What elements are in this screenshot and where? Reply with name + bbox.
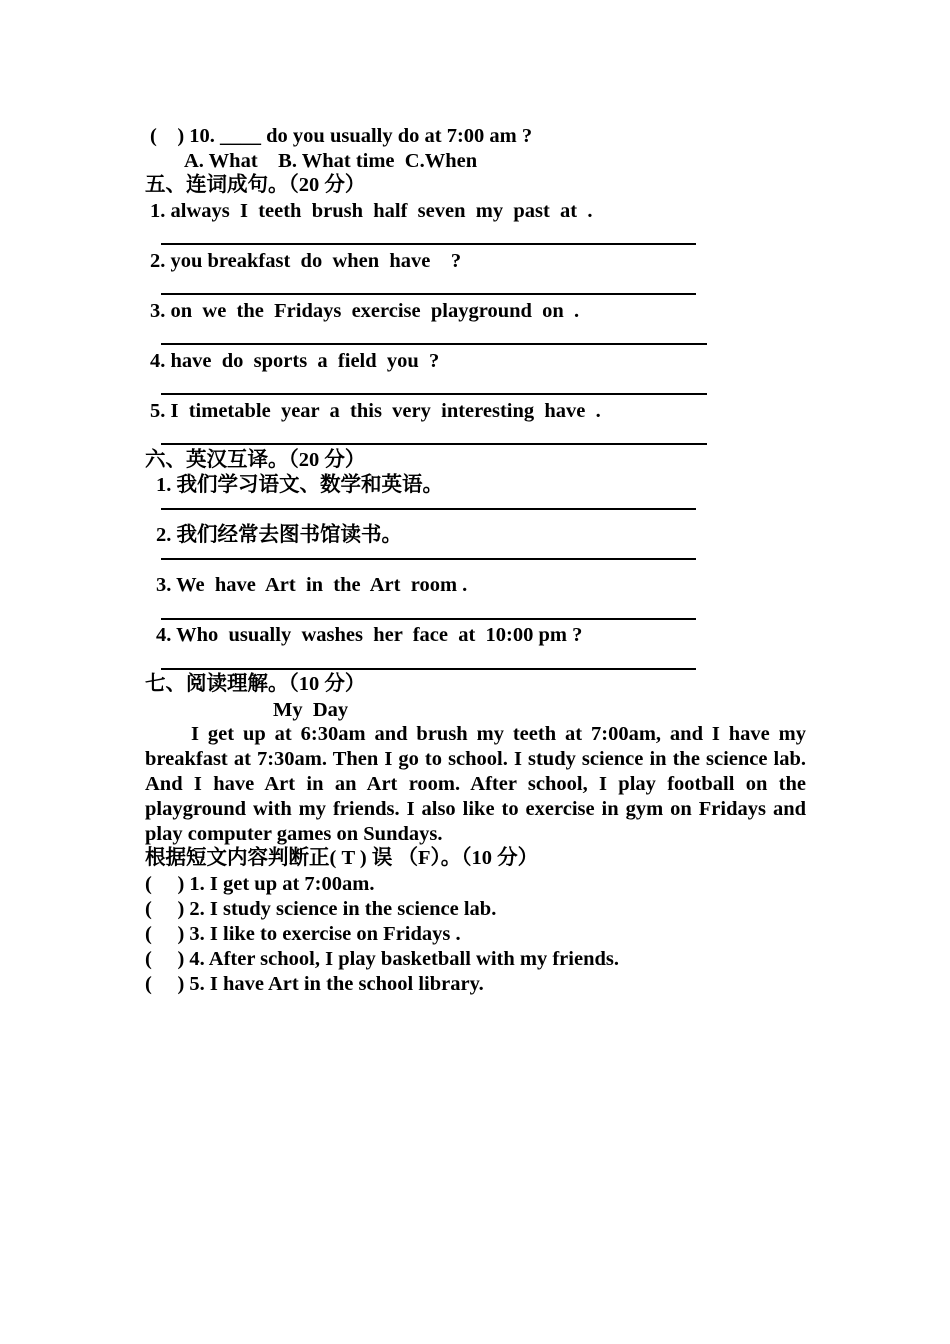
section-5-item-3: 3. on we the Fridays exercise playground on . xyxy=(150,300,580,322)
passage-title: My Day xyxy=(273,699,349,721)
section-5-item-1: 1. always I teeth brush half seven my past at . xyxy=(150,200,593,222)
question-10-options: A. What B. What time C.When xyxy=(184,150,478,172)
statement-4: ( ) 4. After school, I play basketball with my friends. xyxy=(145,948,619,970)
section-6-item-1: 1. 我们学习语文、数学和英语。 xyxy=(156,474,443,496)
answer-line-5-5 xyxy=(161,443,707,445)
section-6-item-3: 3. We have Art in the Art room . xyxy=(156,574,468,596)
answer-line-6-4 xyxy=(161,668,696,670)
answer-line-5-3 xyxy=(161,343,707,345)
section-7-heading: 七、阅读理解。（10 分） xyxy=(145,673,366,695)
statement-2: ( ) 2. I study science in the science lab. xyxy=(145,898,497,920)
reading-passage: I get up at 6:30am and brush my teeth at 7:00am, and I have my breakfast at 7:30am. Then I go to school. I study science in the science lab. And I have Art in an Art room. After school, I play football on the playground with my friends. I also like to exercise in gym on Fridays and play computer games on Sundays. xyxy=(145,723,806,845)
answer-line-5-4 xyxy=(161,393,707,395)
section-5-item-4: 4. have do sports a field you ? xyxy=(150,350,440,372)
answer-line-6-3 xyxy=(161,618,696,620)
answer-line-6-1 xyxy=(161,508,696,510)
statement-5: ( ) 5. I have Art in the school library. xyxy=(145,973,484,995)
statement-3: ( ) 3. I like to exercise on Fridays . xyxy=(145,923,461,945)
statement-1: ( ) 1. I get up at 7:00am. xyxy=(145,873,375,895)
section-5-item-2: 2. you breakfast do when have ? xyxy=(150,250,462,272)
section-5-item-5: 5. I timetable year a this very interesting have . xyxy=(150,400,601,422)
section-5-heading: 五、连词成句。（20 分） xyxy=(145,174,366,196)
section-6-item-2: 2. 我们经常去图书馆读书。 xyxy=(156,524,402,546)
section-6-item-4: 4. Who usually washes her face at 10:00 pm ? xyxy=(156,624,583,646)
true-false-instruction: 根据短文内容判断正( T ) 误 （F）。（10 分） xyxy=(145,847,539,869)
answer-line-5-2 xyxy=(161,293,696,295)
answer-line-6-2 xyxy=(161,558,696,560)
question-10: ( ) 10. ____ do you usually do at 7:00 am ? xyxy=(150,125,533,147)
answer-line-5-1 xyxy=(161,243,696,245)
section-6-heading: 六、英汉互译。（20 分） xyxy=(145,449,366,471)
